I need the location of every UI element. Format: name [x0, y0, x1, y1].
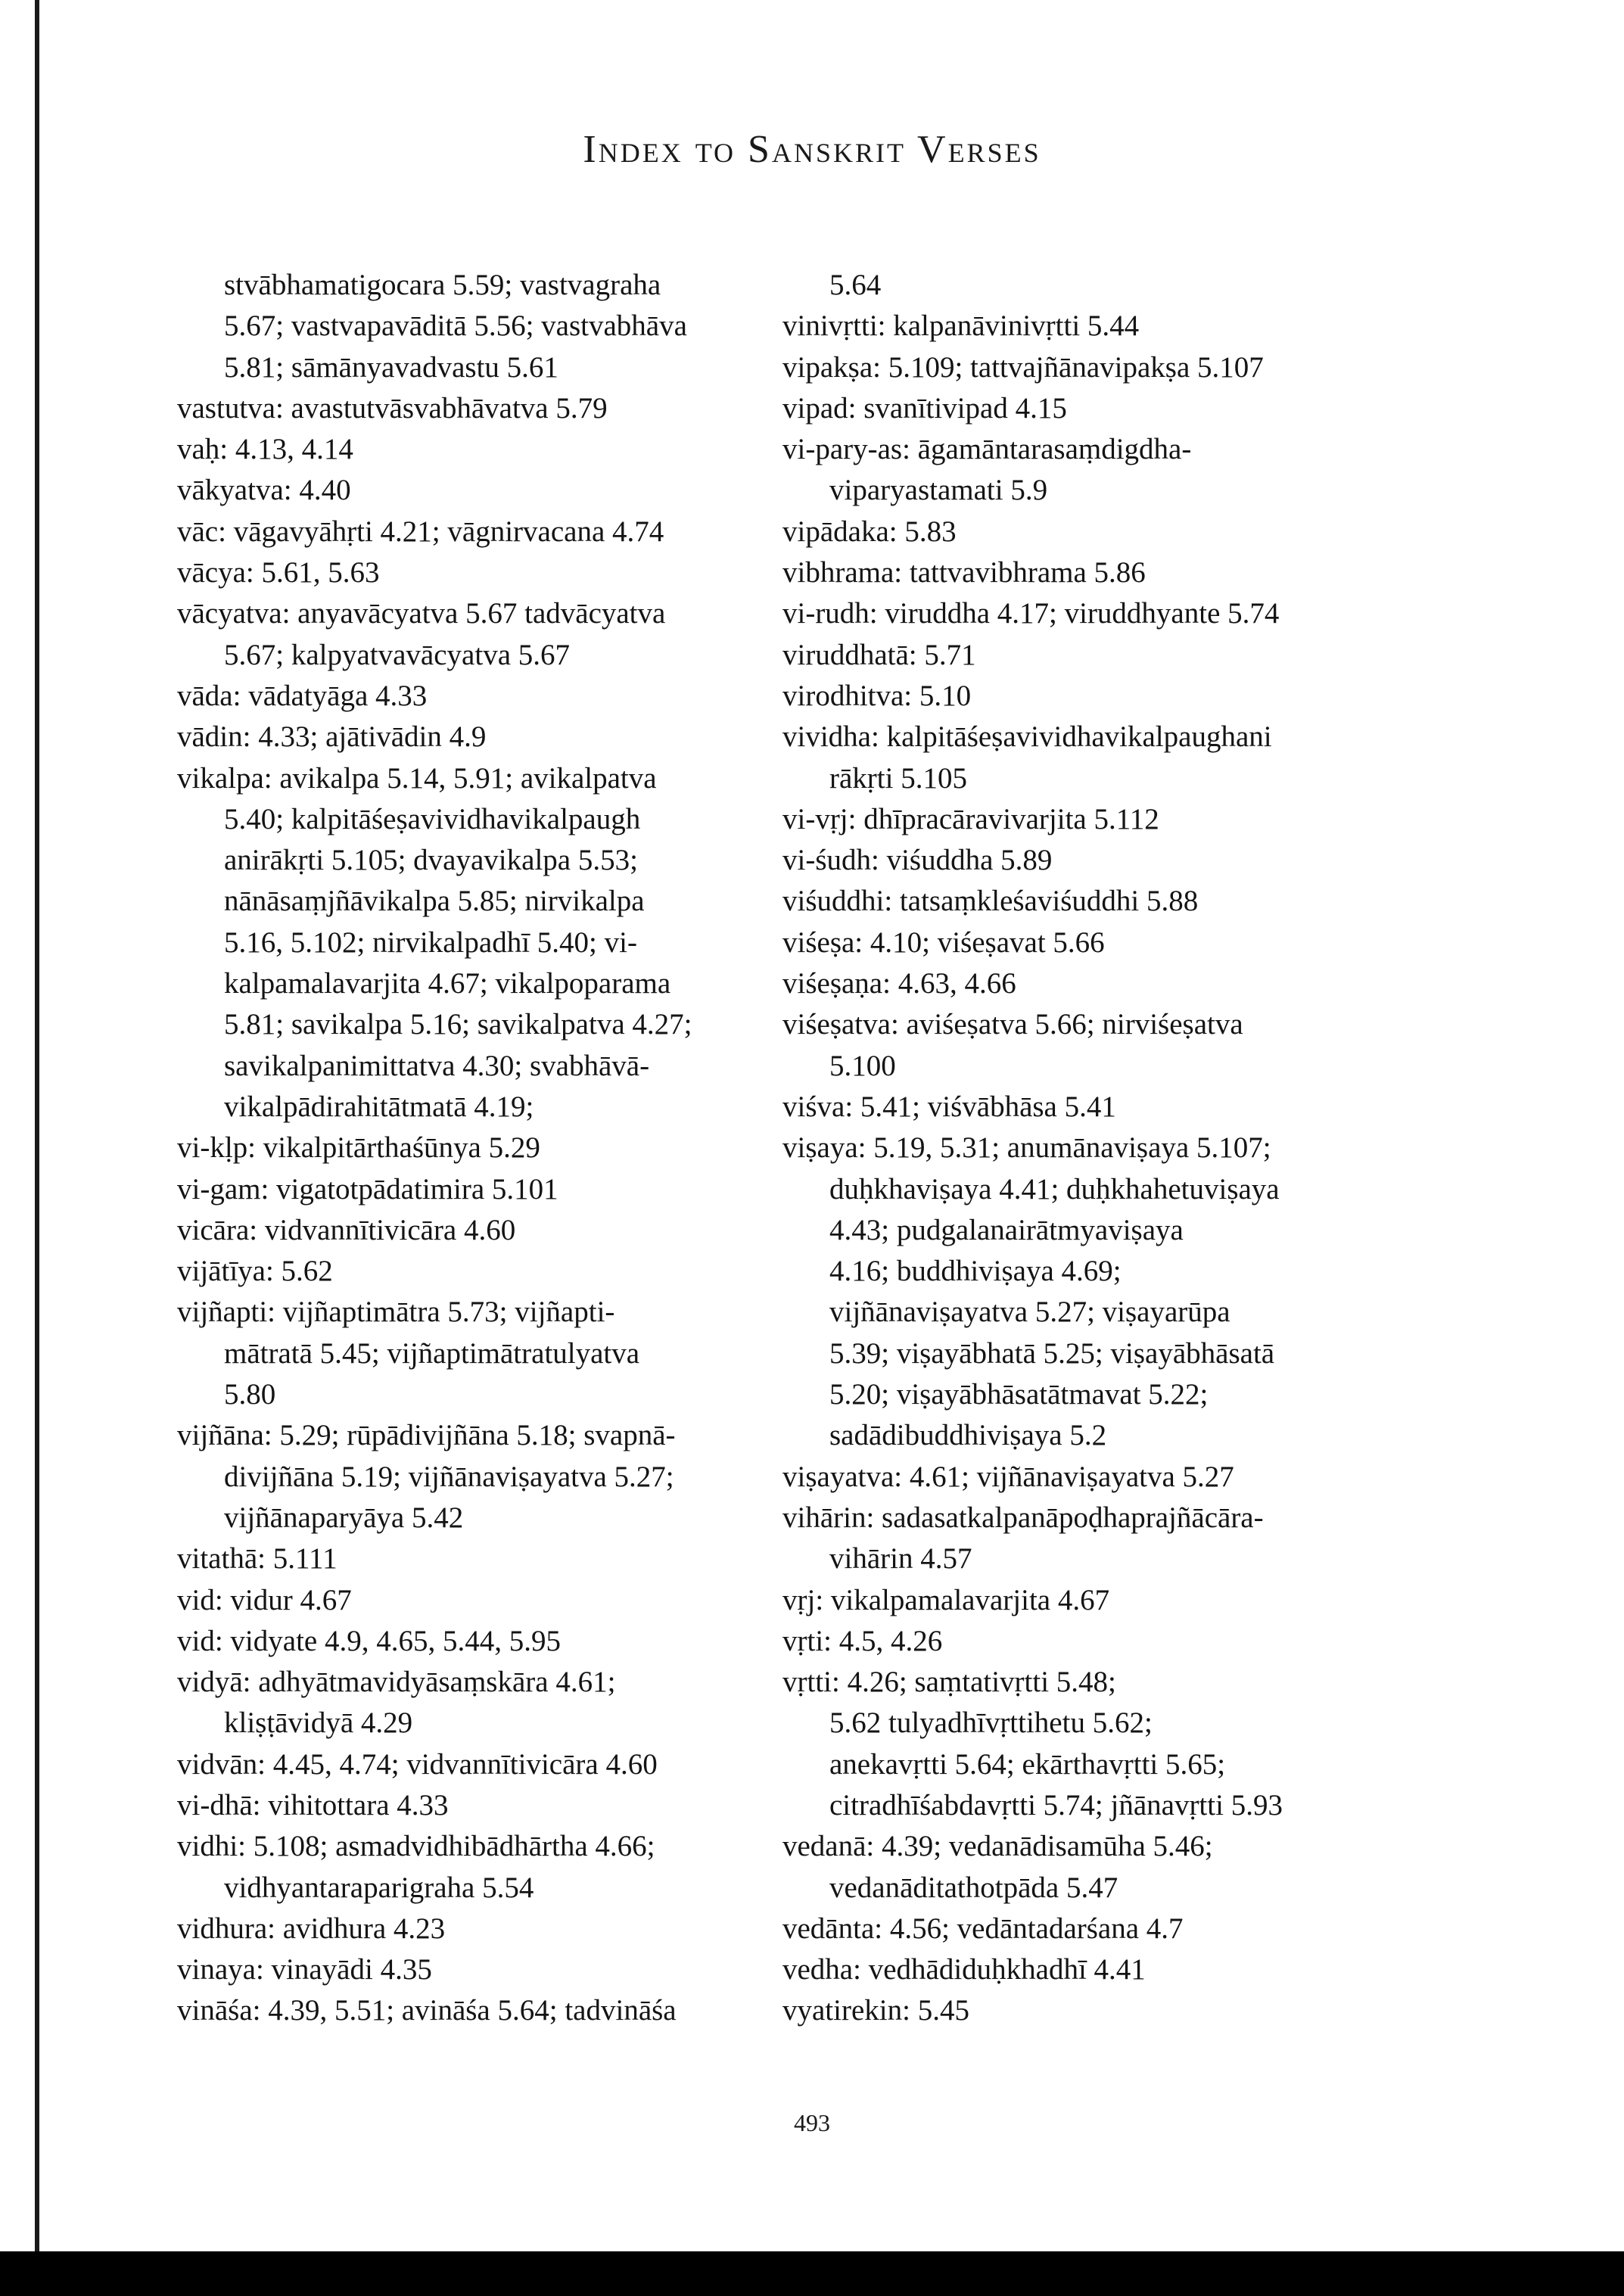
page-edge-rule: [35, 0, 39, 2251]
index-entry-continuation: 5.39; viṣayābhatā 5.25; viṣayābhāsatā: [829, 1336, 1275, 1370]
index-entry: vicāra: vidvannītivicāra 4.60: [177, 1213, 516, 1246]
index-entry: vipad: svanītivipad 4.15: [782, 391, 1067, 425]
index-entry: vitathā: 5.111: [177, 1542, 338, 1576]
index-entry: virodhitva: 5.10: [782, 679, 972, 712]
index-column-left: [177, 265, 752, 2032]
index-entry-continuation: nānāsaṃjñāvikalpa 5.85; nirvikalpa: [224, 885, 645, 918]
index-entry-continuation: 5.40; kalpitāśeṣavividhavikalpaugh: [224, 802, 641, 835]
index-entry: vi-kḷp: vikalpitārthaśūnya 5.29: [177, 1131, 540, 1165]
index-entry: vi-śudh: viśuddha 5.89: [782, 844, 1053, 877]
index-entry: vidvān: 4.45, 4.74; vidvannītivicāra 4.60: [177, 1747, 658, 1781]
index-entry: vi-dhā: vihitottara 4.33: [177, 1788, 449, 1822]
index-entry-continuation: 4.16; buddhiviṣaya 4.69;: [829, 1255, 1122, 1288]
index-entry: viśeṣa: 4.10; viśeṣavat 5.66: [782, 926, 1105, 959]
index-entry: vyatirekin: 5.45: [782, 1994, 969, 2027]
index-entry: vijñapti: vijñaptimātra 5.73; vijñapti-: [177, 1296, 615, 1329]
index-entry: vṛj: vikalpamalavarjita 4.67: [782, 1583, 1110, 1616]
index-entry: vijātīya: 5.62: [177, 1255, 333, 1288]
index-entry-continuation: anirākṛti 5.105; dvayavikalpa 5.53;: [224, 844, 638, 877]
index-entry: vāda: vādatyāga 4.33: [177, 679, 428, 712]
index-entry: vihārin: sadasatkalpanāpoḍhaprajñācāra-: [782, 1501, 1264, 1534]
index-entry: viśva: 5.41; viśvābhāsa 5.41: [782, 1090, 1116, 1123]
index-entry: vādin: 4.33; ajātivādin 4.9: [177, 720, 487, 754]
index-entry: vi-rudh: viruddha 4.17; viruddhyante 5.74: [782, 597, 1280, 630]
index-entry-continuation: divijñāna 5.19; vijñānaviṣayatva 5.27;: [224, 1460, 674, 1493]
index-entry: vinaya: vinayādi 4.35: [177, 1953, 432, 1986]
index-entry: vedānta: 4.56; vedāntadarśana 4.7: [782, 1912, 1184, 1945]
index-entry-continuation: rākṛti 5.105: [829, 761, 967, 795]
index-entry-continuation: 4.43; pudgalanairātmyaviṣaya: [829, 1213, 1184, 1246]
index-entry: vi-gam: vigatotpādatimira 5.101: [177, 1172, 558, 1206]
index-entry-continuation: stvābhamatigocara 5.59; vastvagraha: [224, 269, 661, 301]
index-entry-continuation: 5.62 tulyadhīvṛttihetu 5.62;: [829, 1706, 1153, 1740]
index-entry: vidhi: 5.108; asmadvidhibādhārtha 4.66;: [177, 1830, 655, 1863]
index-entry: vṛtti: 4.26; saṃtativṛtti 5.48;: [782, 1666, 1116, 1699]
index-entry: vedanā: 4.39; vedanādisamūha 5.46;: [782, 1830, 1213, 1863]
page-number: 493: [794, 2109, 830, 2136]
index-entry-continuation: citradhīśabdavṛtti 5.74; jñānavṛtti 5.93: [829, 1788, 1283, 1822]
index-entry-continuation: vedanāditathotpāda 5.47: [829, 1871, 1118, 1904]
index-entry-continuation: vikalpādirahitātmatā 4.19;: [224, 1090, 534, 1123]
index-entry: vijñāna: 5.29; rūpādivijñāna 5.18; svapnā-: [177, 1419, 676, 1452]
index-entry: vināśa: 4.39, 5.51; avināśa 5.64; tadvināśa: [177, 1994, 677, 2027]
index-entry-continuation: sadādibuddhiviṣaya 5.2: [829, 1419, 1107, 1452]
index-entry: vid: vidur 4.67: [177, 1583, 352, 1616]
index-entry-continuation: anekavṛtti 5.64; ekārthavṛtti 5.65;: [829, 1747, 1226, 1781]
scan-bottom-border: [0, 2251, 1624, 2296]
index-column-right: [782, 265, 1448, 2032]
index-entry-continuation: kliṣṭāvidyā 4.29: [224, 1706, 413, 1740]
index-entry: vinivṛtti: kalpanāvinivṛtti 5.44: [782, 310, 1140, 343]
index-entry: vividha: kalpitāśeṣavividhavikalpaughani: [782, 720, 1272, 754]
index-entry: vibhrama: tattvavibhrama 5.86: [782, 556, 1146, 590]
index-entry-continuation: vidhyantaraparigraha 5.54: [224, 1871, 534, 1904]
index-entry: viśeṣatva: aviśeṣatva 5.66; nirviśeṣatva: [782, 1008, 1243, 1041]
index-entry: vāc: vāgavyāhṛti 4.21; vāgnirvacana 4.74: [177, 515, 664, 548]
index-entry: vastutva: avastutvāsvabhāvatva 5.79: [177, 391, 608, 425]
index-entry-continuation: 5.16, 5.102; nirvikalpadhī 5.40; vi-: [224, 926, 637, 959]
index-entry: viṣaya: 5.19, 5.31; anumānaviṣaya 5.107;: [782, 1131, 1271, 1165]
index-entry-continuation: mātratā 5.45; vijñaptimātratulyatva: [224, 1336, 640, 1370]
index-entry: vipakṣa: 5.109; tattvajñānavipakṣa 5.107: [782, 350, 1264, 384]
index-entry-continuation: vijñānaviṣayatva 5.27; viṣayarūpa: [829, 1296, 1230, 1329]
index-entry: vid: vidyate 4.9, 4.65, 5.44, 5.95: [177, 1624, 561, 1657]
index-entry: vi-pary-as: āgamāntarasaṃdigdha-: [782, 433, 1192, 466]
index-entry: vākyatva: 4.40: [177, 474, 351, 507]
index-entry-continuation: savikalpanimittatva 4.30; svabhāvā-: [224, 1049, 650, 1082]
index-entry: vidhura: avidhura 4.23: [177, 1912, 446, 1945]
running-header: Index to Sanskrit Verses: [583, 128, 1041, 171]
index-entry-continuation: kalpamalavarjita 4.67; vikalpoparama: [224, 967, 671, 1000]
index-entry: vācyatva: anyavācyatva 5.67 tadvācyatva: [177, 597, 666, 630]
index-entry-continuation: 5.67; vastvapavāditā 5.56; vastvabhāva: [224, 310, 687, 343]
index-entry: vi-vṛj: dhīpracāravivarjita 5.112: [782, 802, 1159, 835]
index-entry: vipādaka: 5.83: [782, 515, 957, 548]
index-entry: viruddhatā: 5.71: [782, 638, 976, 671]
index-entry-continuation: 5.80: [224, 1378, 276, 1411]
index-entry-continuation: 5.100: [829, 1049, 896, 1082]
index-entry-continuation: 5.81; savikalpa 5.16; savikalpatva 4.27;: [224, 1008, 692, 1041]
index-entry: vidyā: adhyātmavidyāsaṃskāra 4.61;: [177, 1666, 616, 1699]
index-entry-continuation: 5.67; kalpyatvavācyatva 5.67: [224, 638, 571, 671]
index-entry: vṛti: 4.5, 4.26: [782, 1624, 943, 1657]
index-entry-continuation: vijñānaparyāya 5.42: [224, 1501, 464, 1534]
index-entry: viśeṣaṇa: 4.63, 4.66: [782, 967, 1016, 1000]
index-entry-continuation: 5.81; sāmānyavadvastu 5.61: [224, 350, 558, 384]
index-entry-continuation: vihārin 4.57: [829, 1542, 972, 1576]
index-entry-continuation: duḥkhaviṣaya 4.41; duḥkhahetuviṣaya: [829, 1172, 1280, 1206]
index-entry: vedha: vedhādiduḥkhadhī 4.41: [782, 1953, 1146, 1986]
index-entry-continuation: 5.20; viṣayābhāsatātmavat 5.22;: [829, 1378, 1209, 1411]
index-entry-continuation: viparyastamati 5.9: [829, 474, 1048, 507]
index-entry: viśuddhi: tatsaṃkleśaviśuddhi 5.88: [782, 885, 1199, 918]
index-entry: vācya: 5.61, 5.63: [177, 556, 380, 590]
index-entry: viṣayatva: 4.61; vijñānaviṣayatva 5.27: [782, 1460, 1234, 1493]
index-entry: vaḥ: 4.13, 4.14: [177, 433, 353, 466]
index-entry: vikalpa: avikalpa 5.14, 5.91; avikalpatva: [177, 761, 657, 795]
index-entry-continuation: 5.64: [829, 269, 882, 301]
